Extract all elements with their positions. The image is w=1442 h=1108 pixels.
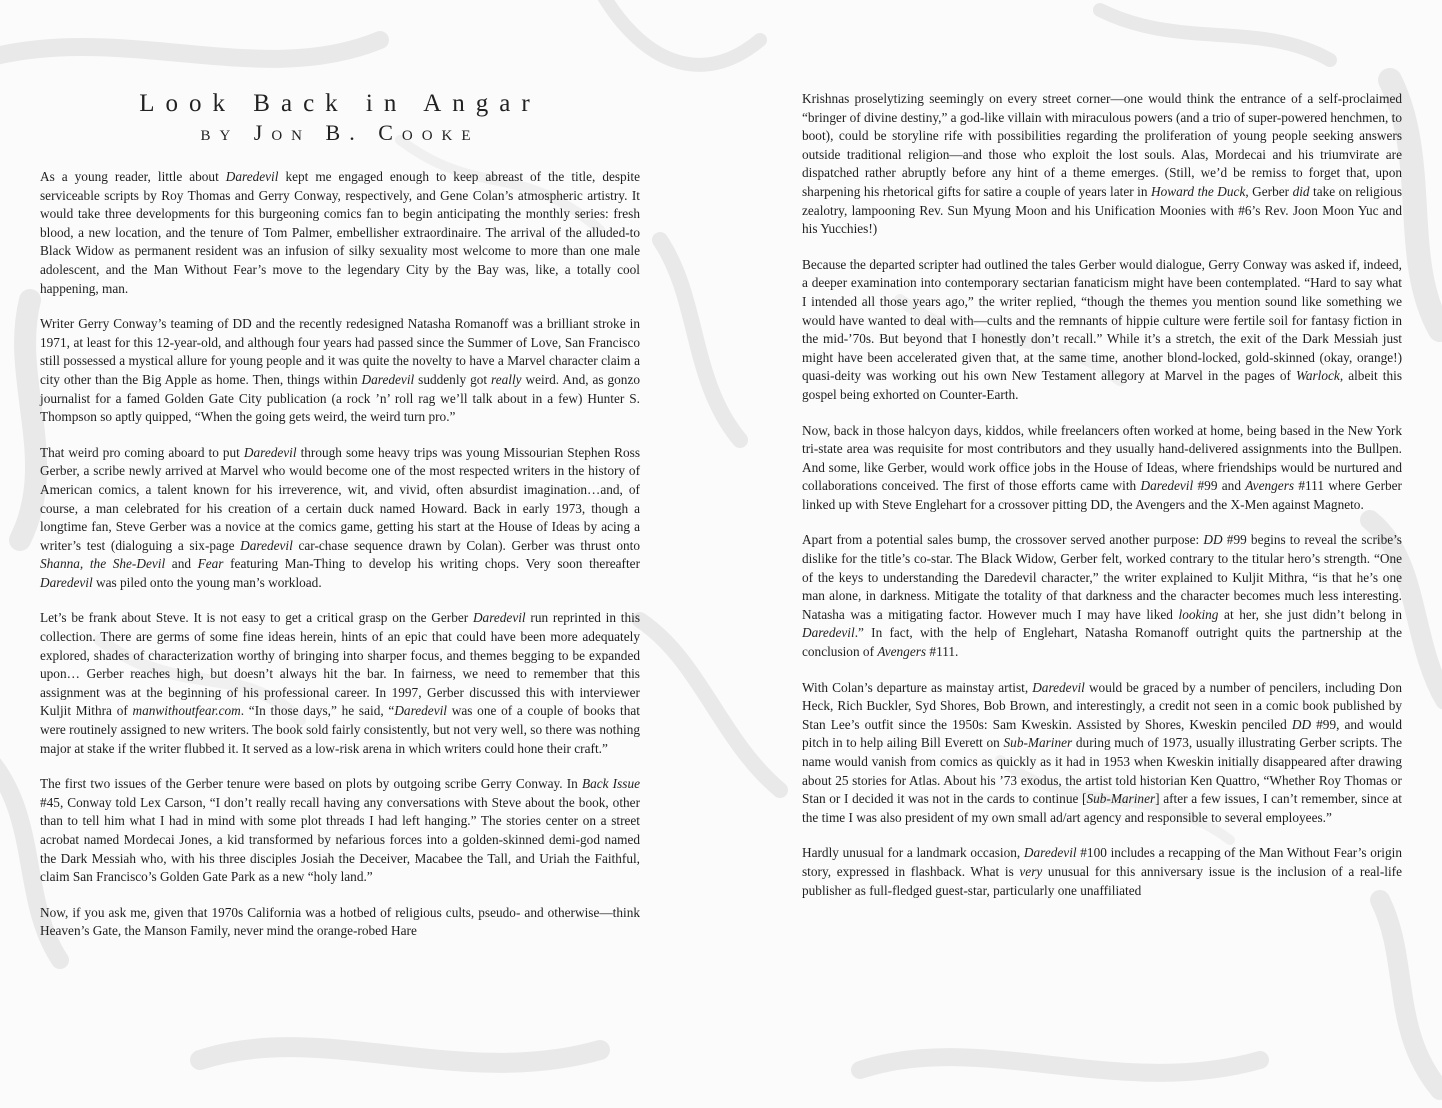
left-column-body [40, 168, 640, 941]
right-page [802, 0, 1402, 1108]
text-segment: Krishnas proselytizing seemingly on every street corner—one would think the entrance of a self-proclaimed “bringer of divine destiny,” a god-like villain with miraculous powers (and a trio of super-powered henchmen, to boot), could be storyline rife with possibilities regarding the proliferation of young people seeking answers outside traditional religion—and those who exploit the lost souls. Alas, Mordecai and his triumvirate are dispatched rather abruptly before any hint of a theme emerges. (Still, we’d be remiss to forget that, upon sharpening his rhetorical gifts for satire a couple of years later in [802, 91, 1403, 199]
italic-text: DD [1203, 532, 1223, 548]
text-segment: As a young reader, little about [40, 169, 226, 184]
body-paragraph [802, 844, 1402, 900]
text-segment: unusual for this anniversary issue is the inclusion of a real-life publisher as full-fledged guest-star, particularly one unaffiliated [802, 863, 1402, 898]
text-segment: through some heavy trips was young Missourian Stephen Ross Gerber, a scribe newly arrived at Marvel who would become one of the most respected writers in the history of American comics, a talent known for his irreverence, wit, and vivid, often absurdist imagination…and, of course, a man celebrated for his creation of a certain duck named Howard. Back in early 1973, though a longtime fan, Steve Gerber was a novice at the comics game, getting his start at the House of Ideas by acing a writer’s test (dialoguing a six-page [40, 444, 641, 553]
text-segment: Writer Gerry Conway’s teaming of DD and the recently redesigned Natasha Romanoff was a brilliant stroke in 1971, at least for this 12-year-old, and although four years had passed since the Summer of Love, San Francisco still possessed a mystical allure for young people and it was quite the novelty to have a Marvel character claim a city other than the Big Apple as home. Then, things within [40, 316, 640, 387]
text-segment: suddenly got [414, 371, 492, 387]
body-paragraph [40, 444, 640, 593]
text-segment: . “In those days,” he said, “ [240, 703, 395, 719]
italic-text: Sub-Mariner [1086, 791, 1156, 807]
italic-text: Avengers [877, 644, 927, 660]
text-segment: #99 begins to reveal the scribe’s dislike for the title’s co-star. The Black Widow, Gerber felt, worked contrary to the titular hero’s strength. “One of the keys to understanding the Daredevil character,” the writer explained to Kuljit Mithra, “is that he’s one man alone, in darkness. Mitigate the totality of that darkness and the character becomes much less interesting. Natasha was a mitigating factor. However much I may have liked [802, 532, 1402, 622]
italic-text: Daredevil [472, 610, 526, 626]
text-segment: would be graced by a number of pencilers, including Don Heck, Rich Buckler, Syd Shores, Bob Brown, and interestingly, a credit not seen in a comic book published by Stan Lee’s outfit since the 1950s: Sam Kweskin. Assisted by Shores, Kweskin penciled [802, 679, 1402, 732]
text-segment: ] after a few issues, I can’t remember, since at the time I was also president of my own small ad/art agency and responsible to several employees.” [802, 791, 1403, 825]
body-paragraph [802, 531, 1402, 661]
body-paragraph [40, 315, 640, 427]
body-paragraph [802, 256, 1402, 405]
italic-text: Howard the Duck [1150, 183, 1246, 199]
italic-text: really [491, 371, 522, 387]
italic-text: Shanna, the She-Devil [40, 556, 166, 572]
text-segment: at her, she just didn’t belong in [1218, 606, 1402, 622]
text-segment: take on religious zealotry, lampooning Rev. Sun Myung Moon and his Unification Moonies with #6’s Rev. Joon Moon Yuc and his Yucchies!) [802, 183, 1402, 237]
italic-text: manwithoutfear.com [132, 703, 241, 719]
text-segment: Because the departed scripter had outlined the tales Gerber would dialogue, Gerry Conway was asked if, indeed, a deeper examination into contemporary sectarian fanaticism might have been contemplated. “Hard to say what I intended all those years ago,” the writer replied, “though the themes you mention sound like something we would have wanted to deal with—cults and the remnants of hippie culture were fertile soil for fantasy fiction in the mid-’70s. But beyond that I honestly don’t recall.” While it’s a stretch, the exit of the Dark Messiah just might have been accelerated given that, at the same time, another blond-locked, gold-skinned (okay, orange!) quasi-deity was working out his own New Testament allegory at Marvel in the pages of [802, 256, 1402, 384]
italic-text: Daredevil [40, 574, 93, 590]
italic-text: Daredevil [225, 169, 279, 184]
text-segment: With Colan’s departure as mainstay artist, [802, 679, 1033, 695]
italic-text: Daredevil [243, 444, 297, 460]
body-paragraph [40, 904, 640, 941]
text-segment: Apart from a potential sales bump, the crossover served another purpose: [802, 532, 1204, 548]
text-segment: Let’s be frank about Steve. It is not easy to get a critical grasp on the Gerber [40, 610, 473, 626]
italic-text: Warlock [1296, 368, 1340, 384]
italic-text: Back Issue [581, 776, 640, 792]
body-paragraph [802, 422, 1402, 515]
italic-text: Sub-Mariner [1003, 735, 1073, 751]
text-segment: #45, Conway told Lex Carson, “I don’t really recall having any conversations with Steve about the book, other than to tell him what I had in mind with some plot threads I had left hanging.” The stories center on a street acrobat named Mordecai Jones, a kid transformed by nefarious forces into a golden-skinned demi-god named the Dark Messiah who, with his three disciples Josiah the Deceiver, Macabee the Tall, and Uriah the Faithful, claim San Francisco’s Golden Gate Park as a new “holy land.” [40, 794, 640, 885]
text-segment: #111. [926, 644, 959, 660]
text-segment: Now, back in those halcyon days, kiddos, while freelancers often worked at home, being based in the New York tri-state area was requisite for most contributors and they usually hand-delivered assignments into the Bullpen. And some, like Gerber, would work office jobs in the House of Ideas, where friendships would be nurtured and collaborations conceived. The first of those efforts came with [802, 422, 1402, 494]
italic-text: Daredevil [1140, 478, 1194, 494]
text-segment: was piled onto the young man’s workload. [92, 574, 322, 590]
body-paragraph [802, 679, 1402, 828]
italic-text: DD [1291, 716, 1312, 732]
text-segment: #99 and [1193, 478, 1246, 494]
body-paragraph [40, 775, 640, 887]
text-segment: weird. And, as gonzo journalist for a famed Golden Gate City publication (a rock ’n’ roll rag we’ll talk about in a few) Hunter S. Thompson so aptly quipped, “When the going gets weird, the weird turn pro.” [40, 371, 640, 425]
text-segment: .” In fact, with the help of Englehart, Natasha Romanoff outright quits the partnership at the conclusion of [802, 625, 1402, 660]
italic-text: did [1292, 183, 1310, 199]
text-segment: was one of a couple of books that were routinely assigned to new writers. The book sold fairly consistently, but not very well, so there was nothing major at stake if the writer flubbed it. It served as a low-risk arena in which writers could hone their craft.” [40, 703, 640, 756]
italic-text: Daredevil [802, 625, 855, 641]
italic-text: Daredevil [1023, 845, 1077, 861]
text-segment: #100 includes a recapping of the Man Without Fear’s origin story, expressed in flashback. What is [802, 845, 1402, 879]
text-segment: The first two issues of the Gerber tenure were based on plots by outgoing scribe Gerry Conway. In [40, 776, 582, 792]
italic-text: Daredevil [394, 703, 448, 719]
italic-text: looking [1178, 606, 1219, 622]
text-segment: car-chase sequence drawn by Colan). Gerber was thrust onto [292, 537, 640, 553]
body-paragraph [802, 90, 1402, 239]
text-segment: Now, if you ask me, given that 1970s California was a hotbed of religious cults, pseudo- and otherwise—think Heaven’s Gate, the Manson Family, never mind the orange-robed Hare [40, 904, 640, 939]
italic-text: Fear [197, 556, 224, 572]
text-segment: That weird pro coming aboard to put [40, 444, 244, 460]
body-paragraph [40, 168, 640, 298]
text-segment: Hardly unusual for a landmark occasion, [802, 845, 1024, 861]
text-segment: and [165, 556, 198, 572]
text-segment: during much of 1973, usually illustrating Gerber scripts. The name would vanish from comics as quickly as it had in 1953 when Kweskin initially disappeared after drawing about 25 stories for Atlas. About his ’73 exodus, the artist told historian Ken Quattro, “Whether Roy Thomas or Stan or I decided it was not in the cards to continue [ [802, 735, 1402, 807]
text-segment: , albeit this gospel being exhorted on Counter-Earth. [802, 368, 1402, 402]
text-segment: , Gerber [1245, 183, 1293, 199]
italic-text: Daredevil [1032, 679, 1085, 695]
article-byline: by Jon B. Cooke [200, 120, 480, 145]
text-segment: #111 where Gerber linked up with Steve Englehart for a crossover pitting DD, the Avengers and the X-Men against Magneto. [802, 478, 1402, 512]
italic-text: Avengers [1245, 478, 1295, 494]
italic-text: very [1019, 863, 1043, 879]
text-segment: featuring Man-Thing to develop his writing chops. Very soon thereafter [223, 556, 640, 572]
text-segment: #99, and would pitch in to help ailing Bill Everett on [802, 716, 1402, 751]
body-paragraph [40, 609, 640, 758]
article-title: Look Back in Angar [139, 90, 541, 117]
italic-text: Daredevil [240, 537, 293, 553]
text-segment: kept me engaged enough to keep abreast of the title, despite serviceable scripts by Roy Thomas and Gerry Conway, respectively, and Gene Colan’s atmospheric artistry. It would take three developments for this burgeoning comics fan to begin anticipating the monthly series: fresh blood, a new location, and the tenure of Tom Palmer, embellisher extraordinaire. The arrival of the alluded-to Black Widow as permanent resident was an infusion of silky sexuality most welcome to more than one male adolescent, and the Man Without Fear’s move to the legendary City by the Bay was, like, a totally cool happening, man. [40, 169, 640, 296]
italic-text: Daredevil [361, 371, 415, 387]
left-page [40, 0, 640, 1108]
text-segment: run reprinted in this collection. There are germs of some fine ideas herein, hints of an epic that could have been more adequately explored, shades of characterization worthy of bringing into sharper focus, and themes begging to be expanded upon… Gerber reaches high, but doesn’t always hit the bar. In fairness, we need to remember that this assignment was at the beginning of his professional career. In 1997, Gerber discussed this with interviewer Kuljit Mithra of [40, 610, 640, 719]
